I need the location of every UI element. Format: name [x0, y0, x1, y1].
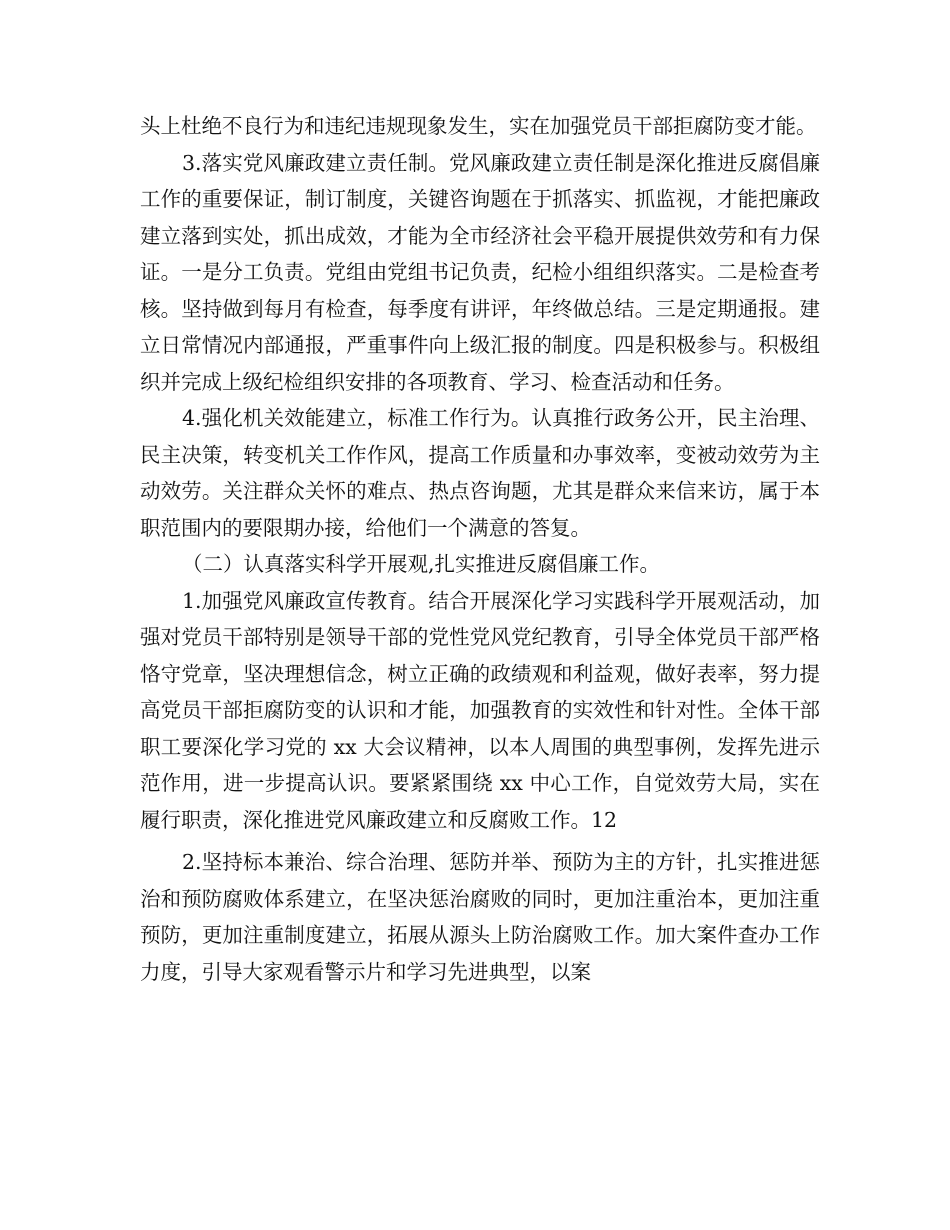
- document-body: [140, 108, 820, 990]
- paragraph-item-2: 2.坚持标本兼治、综合治理、惩防并举、预防为主的方针，扎实推进惩治和预防腐败体系建立，在坚决惩治腐败的同时，更加注重治本，更加注重预防，更加注重制度建立，拓展从源头上防治腐败工作。加大案件查办工作力度，引导大家观看警示片和学习先进典型，以案: [140, 850, 820, 984]
- paragraph-item-3: 3.落实党风廉政建立责任制。党风廉政建立责任制是深化推进反腐倡廉工作的重要保证，制订制度，关键咨询题在于抓落实、抓监视，才能把廉政建立落到实处，抓出成效，才能为全市经济社会平稳开展提供效劳和有力保证。一是分工负责。党组由党组书记负责，纪检小组组织落实。二是检查考核。坚持做到每月有检查，每季度有讲评，年终做总结。三是定期通报。建立日常情况内部通报，严重事件向上级汇报的制度。四是积极参与。积极组织并完成上级纪检组织安排的各项教育、学习、检查活动和任务。: [140, 150, 820, 394]
- section-heading: （二）认真落实科学开展观,扎实推进反腐倡廉工作。: [182, 552, 661, 576]
- paragraph-item-1: 1.加强党风廉政宣传教育。结合开展深化学习实践科学开展观活动，加强对党员干部特别是领导干部的党性党风党纪教育，引导全体党员干部严格恪守党章，坚决理想信念，树立正确的政绩观和利益观，做好表率，努力提高党员干部拒腐防变的认识和才能，加强教育的实效性和针对性。全体干部职工要深化学习党的 xx 大会议精神，以本人周围的典型事例，发挥先进示范作用，进一步提高认识。要紧紧围绕 xx 中心工作，自觉效劳大局，实在履行职责，深化推进党风廉政建立和反腐败工作。12: [140, 588, 820, 832]
- paragraph-continuation: 头上杜绝不良行为和违纪违规现象发生，实在加强党员干部拒腐防变才能。: [140, 114, 817, 138]
- paragraph-item-4: 4.强化机关效能建立，标准工作行为。认真推行政务公开，民主治理、民主决策，转变机关工作作风，提高工作质量和办事效率，变被动效劳为主动效劳。关注群众关怀的难点、热点咨询题，尤其是群众来信来访，属于本职范围内的要限期办接，给他们一个满意的答复。: [140, 406, 820, 540]
